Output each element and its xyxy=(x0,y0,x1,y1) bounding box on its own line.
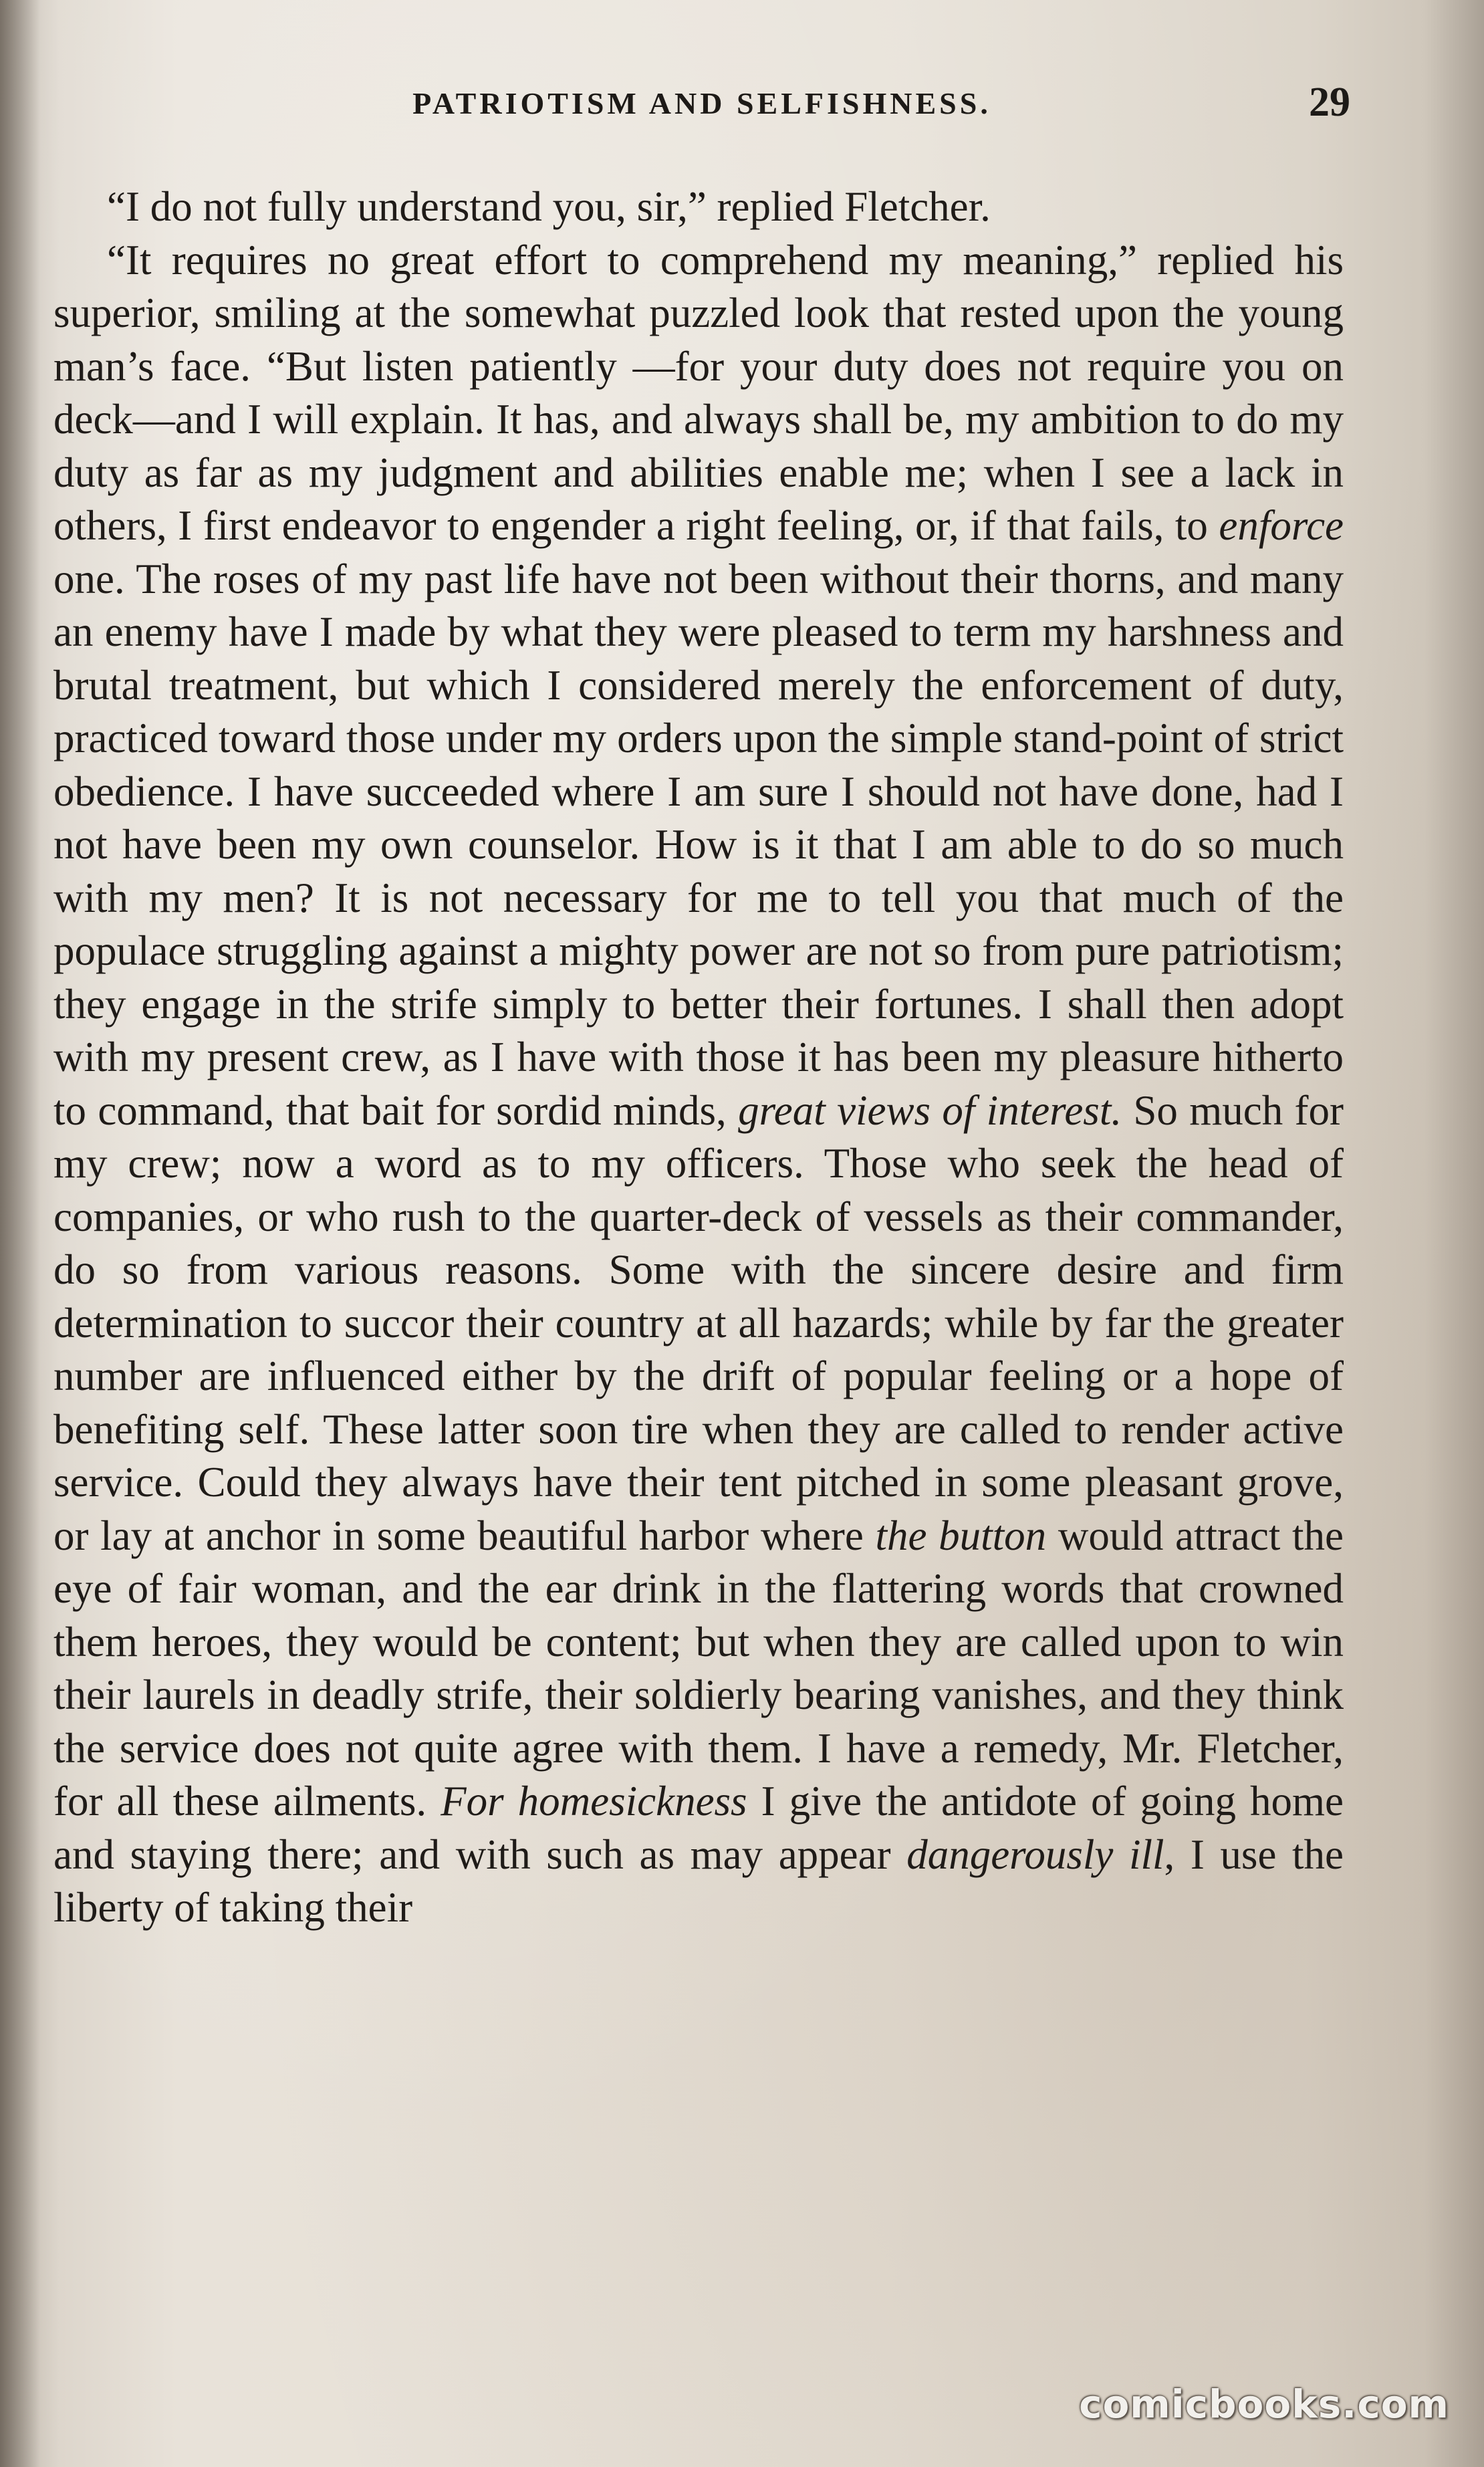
text-run: one. The roses of my past life have not been without their thorns, and many an enemy have I made by what they were pleased to term my harshness and brutal treatment, but which I considered merely the enforcement of duty, practiced toward those under my orders upon the simple stand-point of strict obedience. I have succeeded where I am sure I should not have done, had I not have been my own counselor. How is it that I am able to do so much with my men? It is not necessary for me to tell you that much of the populace struggling against a mighty power are not so from pure patriotism; they engage in the strife simply to better their fortunes. I shall then adopt with my present crew, as I have with those it has been my pleasure hitherto to command, that bait for sordid minds, xyxy=(53,555,1344,1134)
watermark: comicbooks.com xyxy=(1079,2381,1449,2427)
text-run: I give the antidote of going home and staying there; and with such as may appear xyxy=(53,1778,1344,1878)
body-text xyxy=(53,181,1344,1935)
text-run: So much for my crew; now a word as to my officers. Those who seek the head of companies, or who rush to the quarter-deck of vessels as their commander, do so from various reasons. Some with the sincere desire and firm determination to succor their country at all hazards; while by far the greater number are influenced either by the drift of popular feeling or a hope of benefiting self. These latter soon tire when they are called to render active service. Could they always have their tent pitched in some pleasant grove, or lay at anchor in some beautiful harbor where xyxy=(53,1086,1344,1559)
italic-run: great views of interest. xyxy=(738,1086,1122,1134)
paragraph xyxy=(53,181,1344,234)
italic-run: the button xyxy=(875,1512,1047,1559)
text-run: would attract the eye of fair woman, and the ear drink in the flattering words that crowned them heroes, they would be content; but when they are called upon to win their laurels in deadly strife, their soldierly bearing vanishes, and they think the service does not quite agree with them. I have a remedy, Mr. Fletcher, for all these ailments. xyxy=(53,1512,1344,1825)
italic-run: enforce xyxy=(1219,502,1344,549)
spine-shadow xyxy=(0,0,40,2467)
text-run: “I do not fully understand you, sir,” replied Fletcher. xyxy=(107,183,991,230)
italic-run: dangerously ill xyxy=(906,1831,1164,1878)
text-run: , I use the liberty of taking their xyxy=(53,1831,1344,1931)
italic-run: For homesickness xyxy=(441,1778,747,1825)
text-run: “It requires no great effort to comprehend my meaning,” replied his superior, smiling at the somewhat puzzled look that rested upon the young man’s face. “But listen patiently —for your duty does not require you on deck—and I will explain. It has, and always shall be, my ambition to do my duty as far as my judgment and abilities enable me; when I see a lack in others, I first endeavor to engender a right feeling, or, if that fails, to xyxy=(53,236,1344,549)
page-header xyxy=(53,79,1350,139)
paragraph xyxy=(53,234,1344,1935)
running-head: PATRIOTISM AND SELFISHNESS. xyxy=(412,86,991,120)
page-number: 29 xyxy=(1309,80,1350,125)
